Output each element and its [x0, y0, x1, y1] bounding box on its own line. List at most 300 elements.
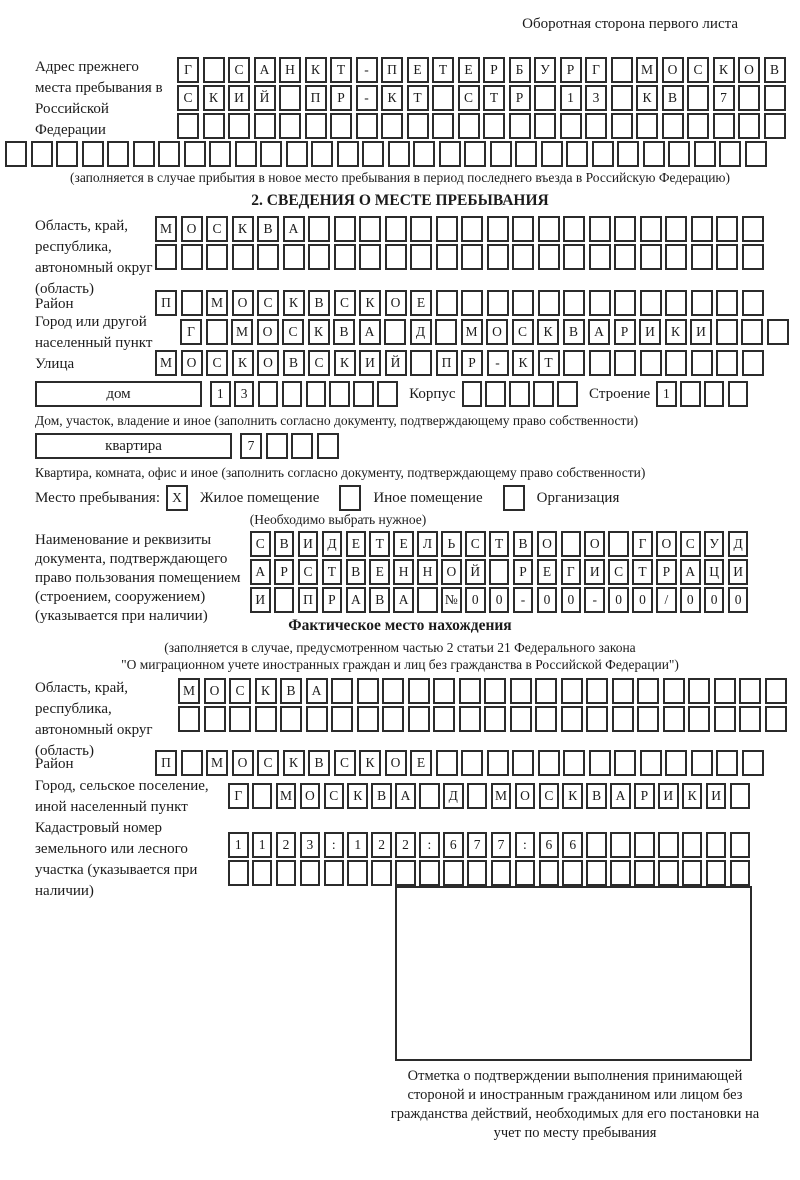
- actual-city-cell[interactable]: [252, 783, 273, 809]
- actual-region-cell[interactable]: [433, 706, 455, 732]
- actual-region-cell[interactable]: [765, 678, 787, 704]
- region-cell[interactable]: [334, 216, 356, 242]
- prev-address-cell[interactable]: [585, 113, 607, 139]
- street-cell[interactable]: К: [512, 350, 534, 376]
- prev-address-cell[interactable]: [745, 141, 767, 167]
- prev-address-cell[interactable]: [611, 85, 633, 111]
- prev-address-cell[interactable]: [738, 113, 760, 139]
- cadastre-cell[interactable]: [395, 860, 416, 886]
- region-cell[interactable]: [359, 216, 381, 242]
- city-cell[interactable]: В: [333, 319, 355, 345]
- actual-district-cell[interactable]: С: [257, 750, 279, 776]
- actual-city-cell[interactable]: В: [586, 783, 607, 809]
- apartment-number-cell[interactable]: [291, 433, 313, 459]
- cadastre-cell[interactable]: 3: [300, 832, 321, 858]
- actual-region-cell[interactable]: [306, 706, 328, 732]
- prev-address-cell[interactable]: К: [203, 85, 225, 111]
- actual-region-cell[interactable]: [663, 706, 685, 732]
- document-cell[interactable]: С: [608, 559, 629, 585]
- actual-city-cell[interactable]: О: [515, 783, 536, 809]
- prev-address-cell[interactable]: Т: [483, 85, 505, 111]
- region-cell[interactable]: [461, 216, 483, 242]
- prev-address-cell[interactable]: Р: [509, 85, 531, 111]
- actual-region-cell[interactable]: [663, 678, 685, 704]
- prev-address-cell[interactable]: К: [381, 85, 403, 111]
- prev-address-cell[interactable]: [286, 141, 308, 167]
- cadastre-cell[interactable]: [276, 860, 297, 886]
- actual-region-cell[interactable]: [484, 678, 506, 704]
- prev-address-cell[interactable]: [388, 141, 410, 167]
- prev-address-cell[interactable]: [643, 141, 665, 167]
- cadastre-cell[interactable]: [562, 860, 583, 886]
- actual-city-cell[interactable]: [730, 783, 751, 809]
- cadastre-cell[interactable]: [443, 860, 464, 886]
- prev-address-cell[interactable]: [534, 113, 556, 139]
- actual-district-cell[interactable]: [716, 750, 738, 776]
- actual-region-cell[interactable]: [586, 678, 608, 704]
- region-cell[interactable]: [614, 244, 636, 270]
- prev-address-cell[interactable]: Е: [458, 57, 480, 83]
- prev-address-cell[interactable]: К: [713, 57, 735, 83]
- actual-district-cell[interactable]: О: [232, 750, 254, 776]
- street-cell[interactable]: С: [308, 350, 330, 376]
- prev-address-cell[interactable]: [483, 113, 505, 139]
- region-cell[interactable]: К: [232, 216, 254, 242]
- actual-region-cell[interactable]: О: [204, 678, 226, 704]
- document-cell[interactable]: И: [298, 531, 319, 557]
- stroenie-cell[interactable]: [728, 381, 749, 407]
- district-cell[interactable]: К: [283, 290, 305, 316]
- city-cell[interactable]: Р: [614, 319, 636, 345]
- region-cell[interactable]: А: [283, 216, 305, 242]
- actual-city-cell[interactable]: М: [491, 783, 512, 809]
- prev-address-cell[interactable]: Е: [407, 57, 429, 83]
- cadastre-cell[interactable]: [658, 832, 679, 858]
- actual-district-cell[interactable]: [563, 750, 585, 776]
- prev-address-cell[interactable]: П: [305, 85, 327, 111]
- document-cell[interactable]: 0: [704, 587, 725, 613]
- prev-address-cell[interactable]: [687, 113, 709, 139]
- actual-district-cell[interactable]: [512, 750, 534, 776]
- prev-address-cell[interactable]: [209, 141, 231, 167]
- prev-address-cell[interactable]: [203, 113, 225, 139]
- actual-region-cell[interactable]: К: [255, 678, 277, 704]
- street-cell[interactable]: К: [232, 350, 254, 376]
- region-cell[interactable]: [436, 216, 458, 242]
- cadastre-cell[interactable]: [682, 860, 703, 886]
- cadastre-cell[interactable]: [347, 860, 368, 886]
- prev-address-cell[interactable]: [184, 141, 206, 167]
- city-cell[interactable]: С: [282, 319, 304, 345]
- cadastre-cell[interactable]: 7: [467, 832, 488, 858]
- street-cell[interactable]: [589, 350, 611, 376]
- actual-city-cell[interactable]: Г: [228, 783, 249, 809]
- prev-address-cell[interactable]: [311, 141, 333, 167]
- document-cell[interactable]: [417, 587, 438, 613]
- street-cell[interactable]: -: [487, 350, 509, 376]
- actual-district-cell[interactable]: [640, 750, 662, 776]
- prev-address-cell[interactable]: [203, 57, 225, 83]
- city-cell[interactable]: А: [359, 319, 381, 345]
- prev-address-cell[interactable]: К: [305, 57, 327, 83]
- document-cell[interactable]: Р: [274, 559, 295, 585]
- prev-address-cell[interactable]: [719, 141, 741, 167]
- cadastre-cell[interactable]: [467, 860, 488, 886]
- document-cell[interactable]: А: [346, 587, 367, 613]
- prev-address-cell[interactable]: С: [687, 57, 709, 83]
- city-cell[interactable]: [741, 319, 763, 345]
- actual-region-cell[interactable]: [637, 678, 659, 704]
- korpus-cell[interactable]: [533, 381, 554, 407]
- street-cell[interactable]: К: [334, 350, 356, 376]
- cadastre-cell[interactable]: [706, 860, 727, 886]
- actual-city-cell[interactable]: О: [300, 783, 321, 809]
- actual-region-cell[interactable]: [561, 706, 583, 732]
- cadastre-cell[interactable]: 1: [347, 832, 368, 858]
- actual-district-cell[interactable]: [436, 750, 458, 776]
- document-cell[interactable]: 0: [680, 587, 701, 613]
- actual-city-cell[interactable]: [419, 783, 440, 809]
- prev-address-cell[interactable]: [279, 85, 301, 111]
- region-cell[interactable]: [563, 244, 585, 270]
- document-cell[interactable]: [489, 559, 510, 585]
- actual-region-cell[interactable]: [714, 678, 736, 704]
- document-cell[interactable]: И: [584, 559, 605, 585]
- city-cell[interactable]: [384, 319, 406, 345]
- prev-address-cell[interactable]: П: [381, 57, 403, 83]
- city-cell[interactable]: О: [257, 319, 279, 345]
- street-cell[interactable]: [410, 350, 432, 376]
- house-number-cell[interactable]: [353, 381, 374, 407]
- prev-address-cell[interactable]: [764, 113, 786, 139]
- prev-address-cell[interactable]: Р: [483, 57, 505, 83]
- cadastre-cell[interactable]: :: [419, 832, 440, 858]
- region-cell[interactable]: [742, 244, 764, 270]
- document-cell[interactable]: В: [274, 531, 295, 557]
- region-cell[interactable]: [691, 244, 713, 270]
- apartment-box[interactable]: квартира: [35, 433, 232, 459]
- document-cell[interactable]: О: [441, 559, 462, 585]
- house-number-cell[interactable]: [258, 381, 279, 407]
- actual-region-cell[interactable]: [561, 678, 583, 704]
- actual-city-cell[interactable]: К: [562, 783, 583, 809]
- document-cell[interactable]: №: [441, 587, 462, 613]
- prev-address-cell[interactable]: И: [228, 85, 250, 111]
- house-number-cell[interactable]: 1: [210, 381, 231, 407]
- house-number-cell[interactable]: [329, 381, 350, 407]
- document-cell[interactable]: О: [656, 531, 677, 557]
- prev-address-cell[interactable]: [5, 141, 27, 167]
- city-cell[interactable]: [435, 319, 457, 345]
- actual-region-cell[interactable]: [612, 678, 634, 704]
- region-cell[interactable]: [691, 216, 713, 242]
- street-cell[interactable]: [716, 350, 738, 376]
- document-cell[interactable]: Т: [632, 559, 653, 585]
- actual-district-cell[interactable]: [589, 750, 611, 776]
- document-cell[interactable]: Е: [393, 531, 414, 557]
- document-cell[interactable]: 0: [489, 587, 510, 613]
- actual-region-cell[interactable]: [331, 678, 353, 704]
- city-cell[interactable]: О: [486, 319, 508, 345]
- cadastre-cell[interactable]: [658, 860, 679, 886]
- actual-district-cell[interactable]: [665, 750, 687, 776]
- actual-district-cell[interactable]: [461, 750, 483, 776]
- region-cell[interactable]: [589, 244, 611, 270]
- document-cell[interactable]: А: [680, 559, 701, 585]
- document-cell[interactable]: С: [250, 531, 271, 557]
- district-cell[interactable]: [589, 290, 611, 316]
- actual-region-cell[interactable]: [331, 706, 353, 732]
- city-cell[interactable]: [716, 319, 738, 345]
- city-cell[interactable]: Г: [180, 319, 202, 345]
- cadastre-cell[interactable]: [730, 860, 751, 886]
- cadastre-cell[interactable]: :: [324, 832, 345, 858]
- region-cell[interactable]: [436, 244, 458, 270]
- document-cell[interactable]: Ц: [704, 559, 725, 585]
- region-cell[interactable]: [716, 244, 738, 270]
- city-cell[interactable]: В: [563, 319, 585, 345]
- actual-region-cell[interactable]: [484, 706, 506, 732]
- prev-address-cell[interactable]: [713, 113, 735, 139]
- district-cell[interactable]: [742, 290, 764, 316]
- actual-region-cell[interactable]: С: [229, 678, 251, 704]
- street-cell[interactable]: И: [359, 350, 381, 376]
- actual-district-cell[interactable]: [538, 750, 560, 776]
- district-cell[interactable]: [640, 290, 662, 316]
- actual-region-cell[interactable]: [739, 678, 761, 704]
- street-cell[interactable]: [742, 350, 764, 376]
- prev-address-cell[interactable]: [31, 141, 53, 167]
- actual-district-cell[interactable]: К: [283, 750, 305, 776]
- document-cell[interactable]: О: [537, 531, 558, 557]
- region-cell[interactable]: [512, 244, 534, 270]
- prev-address-cell[interactable]: [235, 141, 257, 167]
- cadastre-cell[interactable]: 6: [539, 832, 560, 858]
- prev-address-cell[interactable]: [592, 141, 614, 167]
- house-box[interactable]: дом: [35, 381, 202, 407]
- actual-region-cell[interactable]: [637, 706, 659, 732]
- street-cell[interactable]: [640, 350, 662, 376]
- cadastre-cell[interactable]: [371, 860, 392, 886]
- street-cell[interactable]: [563, 350, 585, 376]
- region-cell[interactable]: [308, 216, 330, 242]
- prev-address-cell[interactable]: О: [738, 57, 760, 83]
- document-cell[interactable]: Р: [513, 559, 534, 585]
- actual-region-cell[interactable]: [357, 678, 379, 704]
- street-cell[interactable]: Р: [461, 350, 483, 376]
- apartment-number-cell[interactable]: [317, 433, 339, 459]
- actual-region-cell[interactable]: [510, 706, 532, 732]
- city-cell[interactable]: С: [512, 319, 534, 345]
- document-cell[interactable]: И: [250, 587, 271, 613]
- actual-city-cell[interactable]: С: [324, 783, 345, 809]
- prev-address-cell[interactable]: [662, 113, 684, 139]
- prev-address-cell[interactable]: [560, 113, 582, 139]
- street-cell[interactable]: Т: [538, 350, 560, 376]
- region-cell[interactable]: [283, 244, 305, 270]
- actual-region-cell[interactable]: [586, 706, 608, 732]
- prev-address-cell[interactable]: [668, 141, 690, 167]
- prev-address-cell[interactable]: [279, 113, 301, 139]
- actual-region-cell[interactable]: [459, 706, 481, 732]
- korpus-cell[interactable]: [485, 381, 506, 407]
- stroenie-cell[interactable]: [704, 381, 725, 407]
- cadastre-cell[interactable]: [730, 832, 751, 858]
- actual-region-cell[interactable]: [688, 678, 710, 704]
- apartment-number-cell[interactable]: [266, 433, 288, 459]
- region-cell[interactable]: [385, 216, 407, 242]
- actual-city-cell[interactable]: А: [395, 783, 416, 809]
- region-cell[interactable]: О: [181, 216, 203, 242]
- region-cell[interactable]: [589, 216, 611, 242]
- prev-address-cell[interactable]: [509, 113, 531, 139]
- city-cell[interactable]: К: [665, 319, 687, 345]
- korpus-cell[interactable]: [462, 381, 483, 407]
- prev-address-cell[interactable]: С: [458, 85, 480, 111]
- document-cell[interactable]: Г: [632, 531, 653, 557]
- district-cell[interactable]: [716, 290, 738, 316]
- actual-district-cell[interactable]: В: [308, 750, 330, 776]
- prev-address-cell[interactable]: [464, 141, 486, 167]
- document-cell[interactable]: Е: [369, 559, 390, 585]
- prev-address-cell[interactable]: [107, 141, 129, 167]
- city-cell[interactable]: М: [461, 319, 483, 345]
- prev-address-cell[interactable]: 1: [560, 85, 582, 111]
- district-cell[interactable]: [436, 290, 458, 316]
- actual-district-cell[interactable]: О: [385, 750, 407, 776]
- prev-address-cell[interactable]: -: [356, 85, 378, 111]
- document-cell[interactable]: В: [513, 531, 534, 557]
- actual-city-cell[interactable]: И: [658, 783, 679, 809]
- street-cell[interactable]: Й: [385, 350, 407, 376]
- prev-address-cell[interactable]: [158, 141, 180, 167]
- document-cell[interactable]: И: [728, 559, 749, 585]
- document-cell[interactable]: 0: [537, 587, 558, 613]
- document-cell[interactable]: Е: [537, 559, 558, 585]
- prev-address-cell[interactable]: [458, 113, 480, 139]
- document-cell[interactable]: Д: [322, 531, 343, 557]
- district-cell[interactable]: [614, 290, 636, 316]
- document-cell[interactable]: Г: [561, 559, 582, 585]
- document-cell[interactable]: Р: [656, 559, 677, 585]
- city-cell[interactable]: И: [639, 319, 661, 345]
- cadastre-cell[interactable]: 6: [562, 832, 583, 858]
- prev-address-cell[interactable]: [432, 85, 454, 111]
- region-cell[interactable]: [640, 244, 662, 270]
- district-cell[interactable]: [487, 290, 509, 316]
- document-cell[interactable]: Л: [417, 531, 438, 557]
- document-cell[interactable]: А: [393, 587, 414, 613]
- prev-address-cell[interactable]: [177, 113, 199, 139]
- document-cell[interactable]: Р: [322, 587, 343, 613]
- actual-region-cell[interactable]: [408, 678, 430, 704]
- city-cell[interactable]: [206, 319, 228, 345]
- region-cell[interactable]: [614, 216, 636, 242]
- cadastre-cell[interactable]: [324, 860, 345, 886]
- actual-region-cell[interactable]: [382, 678, 404, 704]
- document-cell[interactable]: [274, 587, 295, 613]
- cadastre-cell[interactable]: [228, 860, 249, 886]
- actual-city-cell[interactable]: Р: [634, 783, 655, 809]
- street-cell[interactable]: [691, 350, 713, 376]
- region-cell[interactable]: [487, 216, 509, 242]
- street-cell[interactable]: [665, 350, 687, 376]
- prev-address-cell[interactable]: [636, 113, 658, 139]
- region-cell[interactable]: [716, 216, 738, 242]
- prev-address-cell[interactable]: [305, 113, 327, 139]
- prev-address-cell[interactable]: [617, 141, 639, 167]
- prev-address-cell[interactable]: [381, 113, 403, 139]
- prev-address-cell[interactable]: [254, 113, 276, 139]
- prev-address-cell[interactable]: [541, 141, 563, 167]
- prev-address-cell[interactable]: К: [636, 85, 658, 111]
- prev-address-cell[interactable]: [490, 141, 512, 167]
- prev-address-cell[interactable]: [82, 141, 104, 167]
- actual-city-cell[interactable]: [467, 783, 488, 809]
- document-cell[interactable]: В: [346, 559, 367, 585]
- prev-address-cell[interactable]: 3: [585, 85, 607, 111]
- region-cell[interactable]: [410, 216, 432, 242]
- street-cell[interactable]: П: [436, 350, 458, 376]
- region-cell[interactable]: [410, 244, 432, 270]
- region-cell[interactable]: [308, 244, 330, 270]
- city-cell[interactable]: К: [308, 319, 330, 345]
- document-cell[interactable]: 0: [561, 587, 582, 613]
- prev-address-cell[interactable]: [694, 141, 716, 167]
- cadastre-cell[interactable]: [586, 860, 607, 886]
- region-cell[interactable]: [155, 244, 177, 270]
- stay-option-checkbox-organization[interactable]: [503, 485, 525, 511]
- prev-address-cell[interactable]: Р: [330, 85, 352, 111]
- document-cell[interactable]: -: [513, 587, 534, 613]
- prev-address-cell[interactable]: [407, 113, 429, 139]
- cadastre-cell[interactable]: [419, 860, 440, 886]
- prev-address-cell[interactable]: У: [534, 57, 556, 83]
- document-cell[interactable]: 0: [465, 587, 486, 613]
- actual-city-cell[interactable]: К: [347, 783, 368, 809]
- street-cell[interactable]: О: [181, 350, 203, 376]
- prev-address-cell[interactable]: [228, 113, 250, 139]
- document-cell[interactable]: Н: [393, 559, 414, 585]
- cadastre-cell[interactable]: [515, 860, 536, 886]
- district-cell[interactable]: [181, 290, 203, 316]
- district-cell[interactable]: С: [334, 290, 356, 316]
- district-cell[interactable]: [538, 290, 560, 316]
- cadastre-cell[interactable]: [706, 832, 727, 858]
- prev-address-cell[interactable]: Т: [330, 57, 352, 83]
- actual-city-cell[interactable]: С: [539, 783, 560, 809]
- stroenie-cell[interactable]: 1: [656, 381, 677, 407]
- prev-address-cell[interactable]: Б: [509, 57, 531, 83]
- actual-district-cell[interactable]: [487, 750, 509, 776]
- actual-district-cell[interactable]: [181, 750, 203, 776]
- city-cell[interactable]: Д: [410, 319, 432, 345]
- document-cell[interactable]: С: [465, 531, 486, 557]
- region-cell[interactable]: [385, 244, 407, 270]
- prev-address-cell[interactable]: А: [254, 57, 276, 83]
- region-cell[interactable]: [206, 244, 228, 270]
- document-cell[interactable]: У: [704, 531, 725, 557]
- actual-region-cell[interactable]: [178, 706, 200, 732]
- actual-region-cell[interactable]: [280, 706, 302, 732]
- actual-region-cell[interactable]: А: [306, 678, 328, 704]
- cadastre-cell[interactable]: [610, 832, 631, 858]
- prev-address-cell[interactable]: -: [356, 57, 378, 83]
- korpus-cell[interactable]: [557, 381, 578, 407]
- actual-district-cell[interactable]: М: [206, 750, 228, 776]
- prev-address-cell[interactable]: С: [177, 85, 199, 111]
- city-cell[interactable]: И: [690, 319, 712, 345]
